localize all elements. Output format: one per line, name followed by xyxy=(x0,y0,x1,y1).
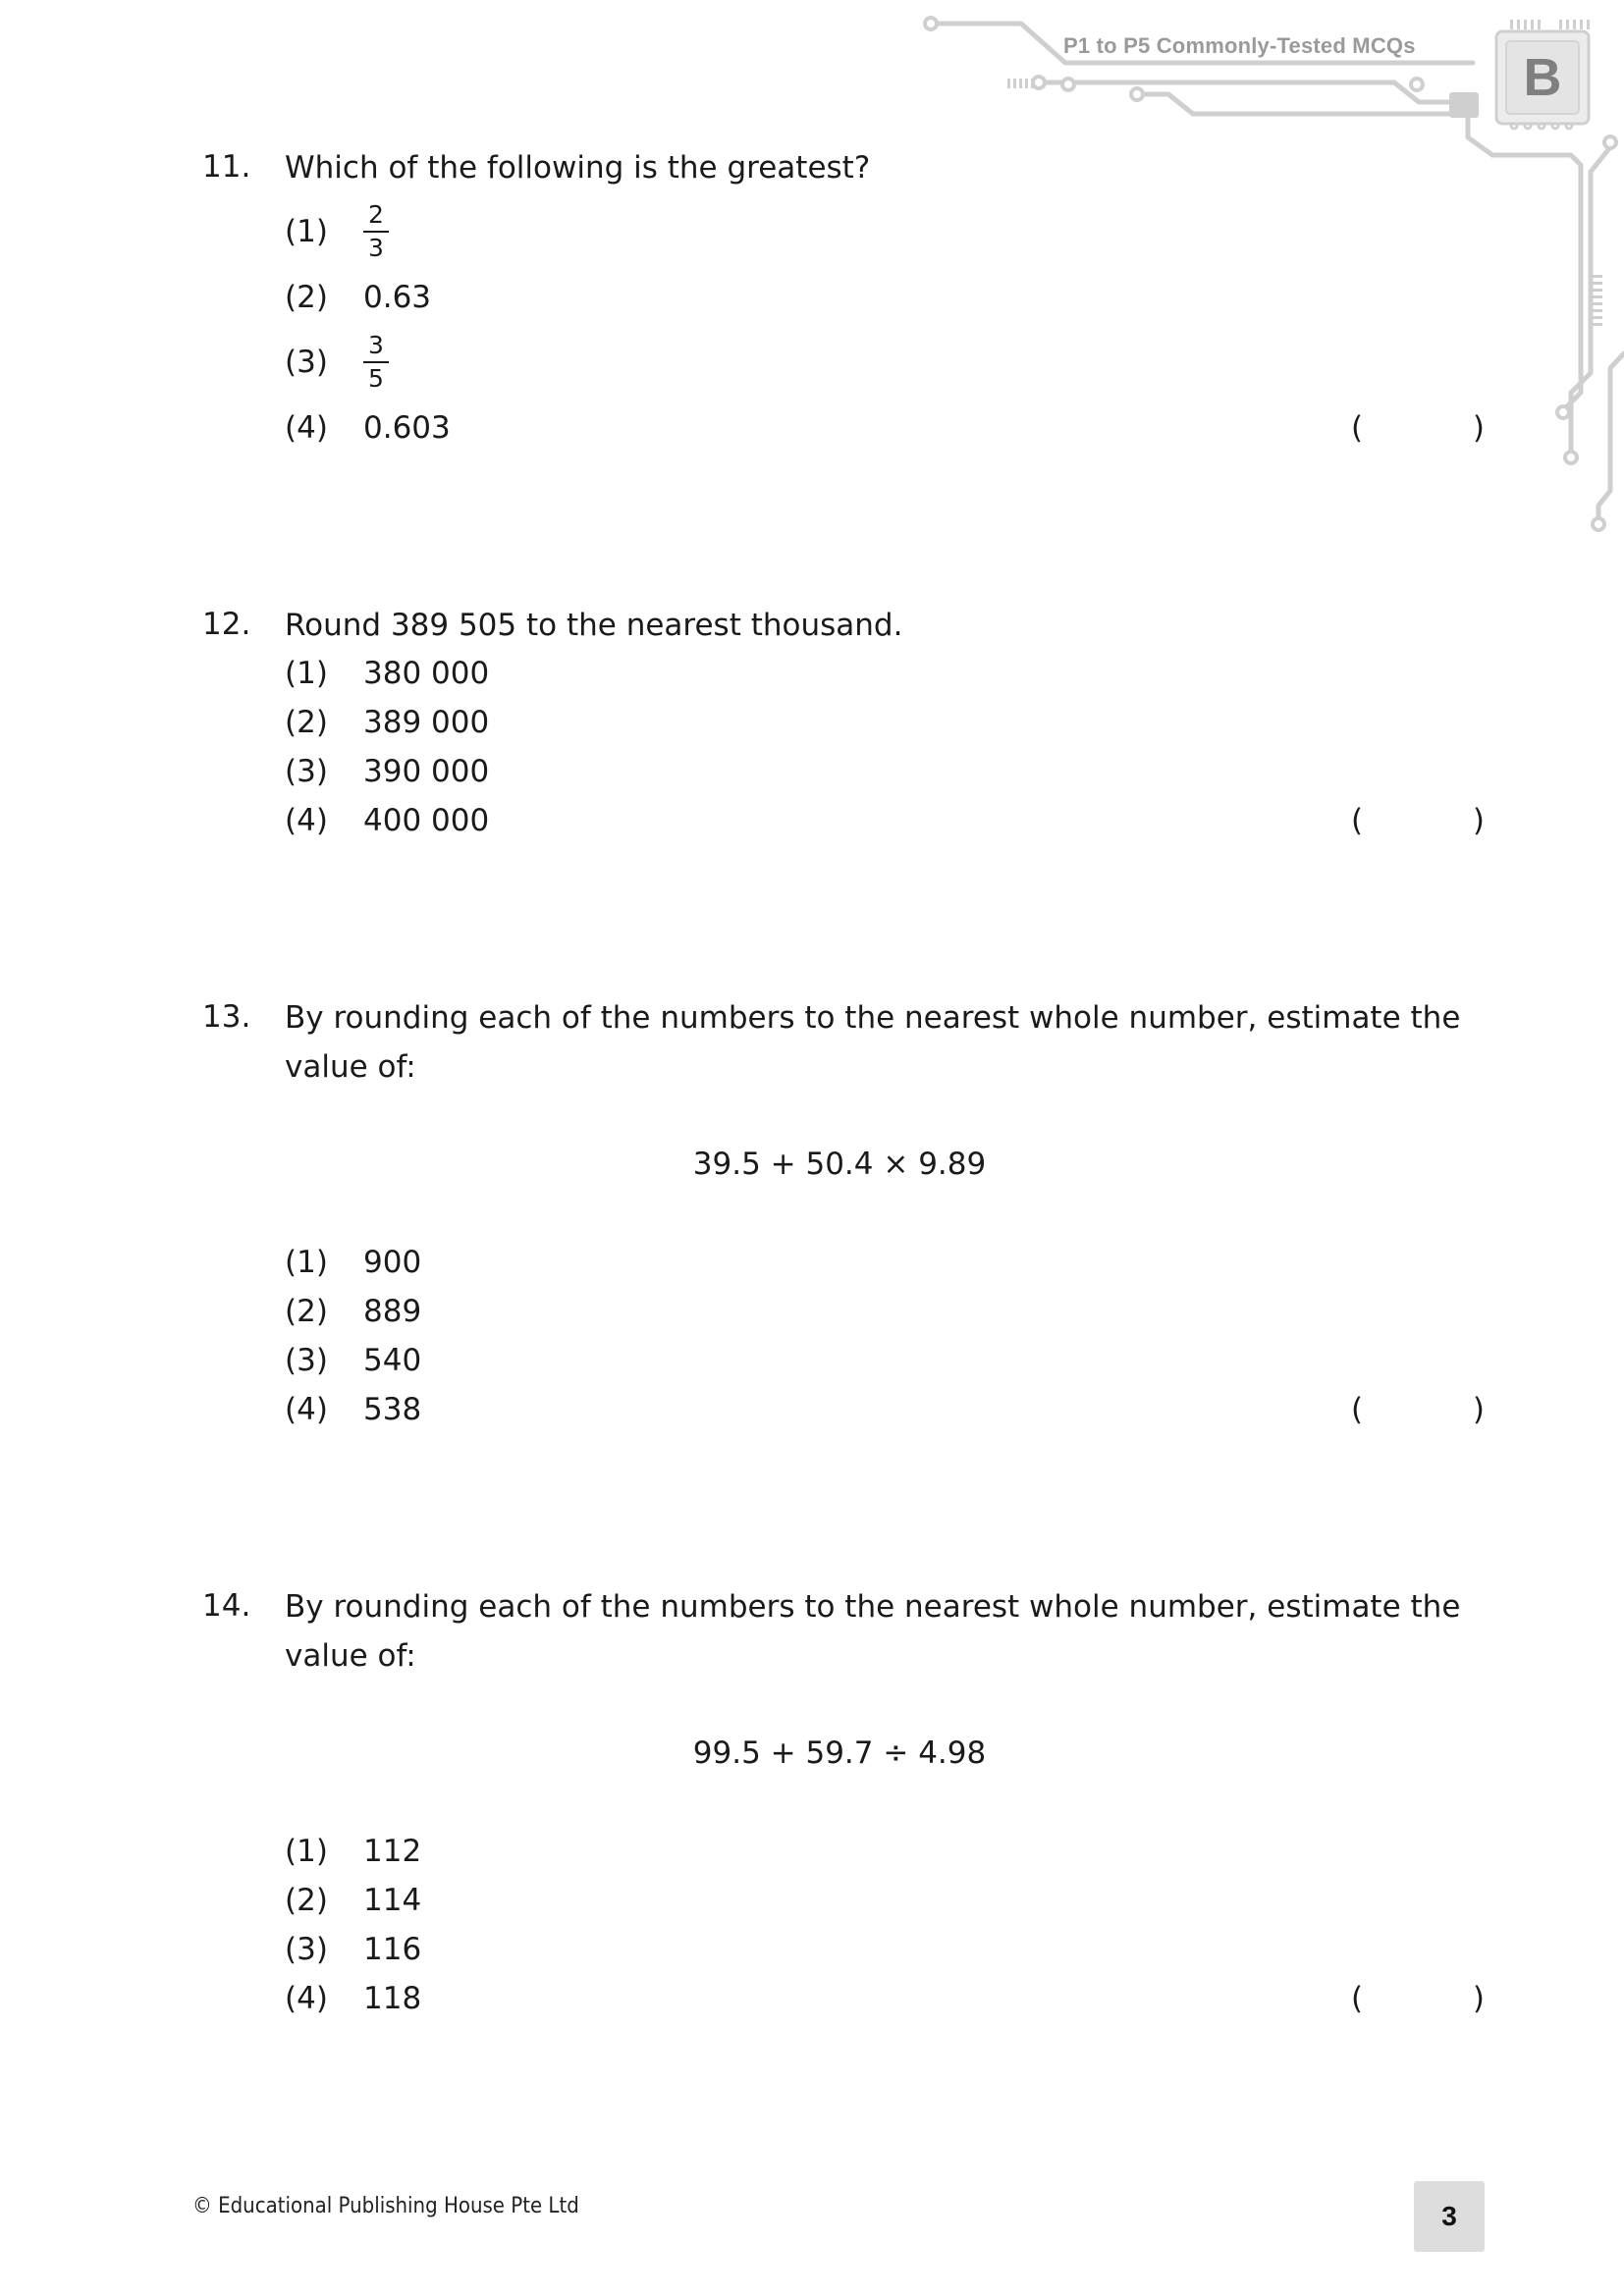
option-1[interactable] xyxy=(285,1827,421,1876)
numerator: 2 xyxy=(368,200,384,230)
option-value: 118 xyxy=(363,1981,422,2016)
option-value: 538 xyxy=(363,1392,422,1427)
denominator: 3 xyxy=(368,233,384,262)
bracket-close: ) xyxy=(1472,1981,1485,2016)
option-4[interactable] xyxy=(285,1974,421,2023)
option-label: (2) xyxy=(285,1294,328,1329)
answer-bracket[interactable] xyxy=(1351,410,1485,446)
option-value: 389 000 xyxy=(363,705,490,740)
option-label: (2) xyxy=(285,1883,328,1918)
option-value: 0.603 xyxy=(363,410,451,446)
answer-bracket[interactable] xyxy=(1351,1981,1485,2016)
option-value: 390 000 xyxy=(363,754,490,789)
option-4[interactable] xyxy=(285,403,451,453)
option-label: (3) xyxy=(285,1932,328,1967)
option-3[interactable] xyxy=(285,1925,421,1974)
option-1[interactable] xyxy=(285,200,389,262)
question-text: By rounding each of the numbers to the nearest whole number, estimate the value of: xyxy=(285,1000,1461,1085)
numerator: 3 xyxy=(368,331,384,360)
question-number: 13. xyxy=(202,999,251,1035)
option-1[interactable] xyxy=(285,649,489,698)
option-label: (4) xyxy=(285,410,328,446)
option-value: 114 xyxy=(363,1883,422,1918)
option-value: 889 xyxy=(363,1294,422,1329)
option-label: (2) xyxy=(285,280,328,315)
question-number: 11. xyxy=(202,149,251,185)
option-value: 380 000 xyxy=(363,656,490,691)
answer-bracket[interactable] xyxy=(1351,803,1485,838)
option-value: 116 xyxy=(363,1932,422,1967)
option-4[interactable] xyxy=(285,796,489,845)
option-label: (1) xyxy=(285,656,328,691)
question-text: Round 389 505 to the nearest thousand. xyxy=(285,608,903,643)
option-3[interactable] xyxy=(285,747,489,796)
option-label: (3) xyxy=(285,345,328,380)
bracket-close: ) xyxy=(1472,1392,1485,1427)
fraction-bar xyxy=(363,361,389,363)
option-label: (1) xyxy=(285,1834,328,1869)
book-title-header: P1 to P5 Commonly-Tested MCQs xyxy=(1063,33,1416,58)
option-value: 400 000 xyxy=(363,803,490,838)
option-label: (4) xyxy=(285,803,328,838)
option-label: (3) xyxy=(285,754,328,789)
option-3[interactable] xyxy=(285,1336,421,1385)
answer-bracket[interactable] xyxy=(1351,1392,1485,1427)
circuit-board-decoration xyxy=(0,0,1624,550)
expression: 99.5 + 59.7 ÷ 4.98 xyxy=(692,1735,987,1771)
option-value: 112 xyxy=(363,1834,422,1869)
page-number: 3 xyxy=(1414,2181,1485,2252)
bracket-open: ( xyxy=(1351,803,1364,838)
option-label: (1) xyxy=(285,1245,328,1280)
option-value: 900 xyxy=(363,1245,422,1280)
option-label: (1) xyxy=(285,214,328,249)
fraction-value xyxy=(363,202,389,261)
question-number: 12. xyxy=(202,607,251,642)
option-value: 0.63 xyxy=(363,280,432,315)
fraction-value xyxy=(363,333,389,392)
option-value: 540 xyxy=(363,1343,422,1378)
option-3[interactable] xyxy=(285,331,389,393)
option-label: (3) xyxy=(285,1343,328,1378)
option-label: (4) xyxy=(285,1981,328,2016)
option-2[interactable] xyxy=(285,1287,421,1336)
option-label: (4) xyxy=(285,1392,328,1427)
copyright-footer: © Educational Publishing House Pte Ltd xyxy=(192,2194,579,2218)
question-text: By rounding each of the numbers to the nearest whole number, estimate the value of: xyxy=(285,1589,1461,1674)
bracket-open: ( xyxy=(1351,1392,1364,1427)
section-badge xyxy=(1494,29,1591,126)
option-label: (2) xyxy=(285,705,328,740)
bracket-open: ( xyxy=(1351,410,1364,446)
option-2[interactable] xyxy=(285,698,489,747)
question-number: 14. xyxy=(202,1588,251,1624)
section-letter: B xyxy=(1523,48,1562,107)
question-text: Which of the following is the greatest? xyxy=(285,150,871,186)
fraction-bar xyxy=(363,231,389,233)
bracket-close: ) xyxy=(1472,803,1485,838)
denominator: 5 xyxy=(368,363,384,393)
option-4[interactable] xyxy=(285,1385,421,1434)
bracket-close: ) xyxy=(1472,410,1485,446)
option-2[interactable] xyxy=(285,273,431,322)
bracket-open: ( xyxy=(1351,1981,1364,2016)
option-1[interactable] xyxy=(285,1238,421,1287)
option-2[interactable] xyxy=(285,1876,421,1925)
expression: 39.5 + 50.4 × 9.89 xyxy=(692,1147,987,1182)
